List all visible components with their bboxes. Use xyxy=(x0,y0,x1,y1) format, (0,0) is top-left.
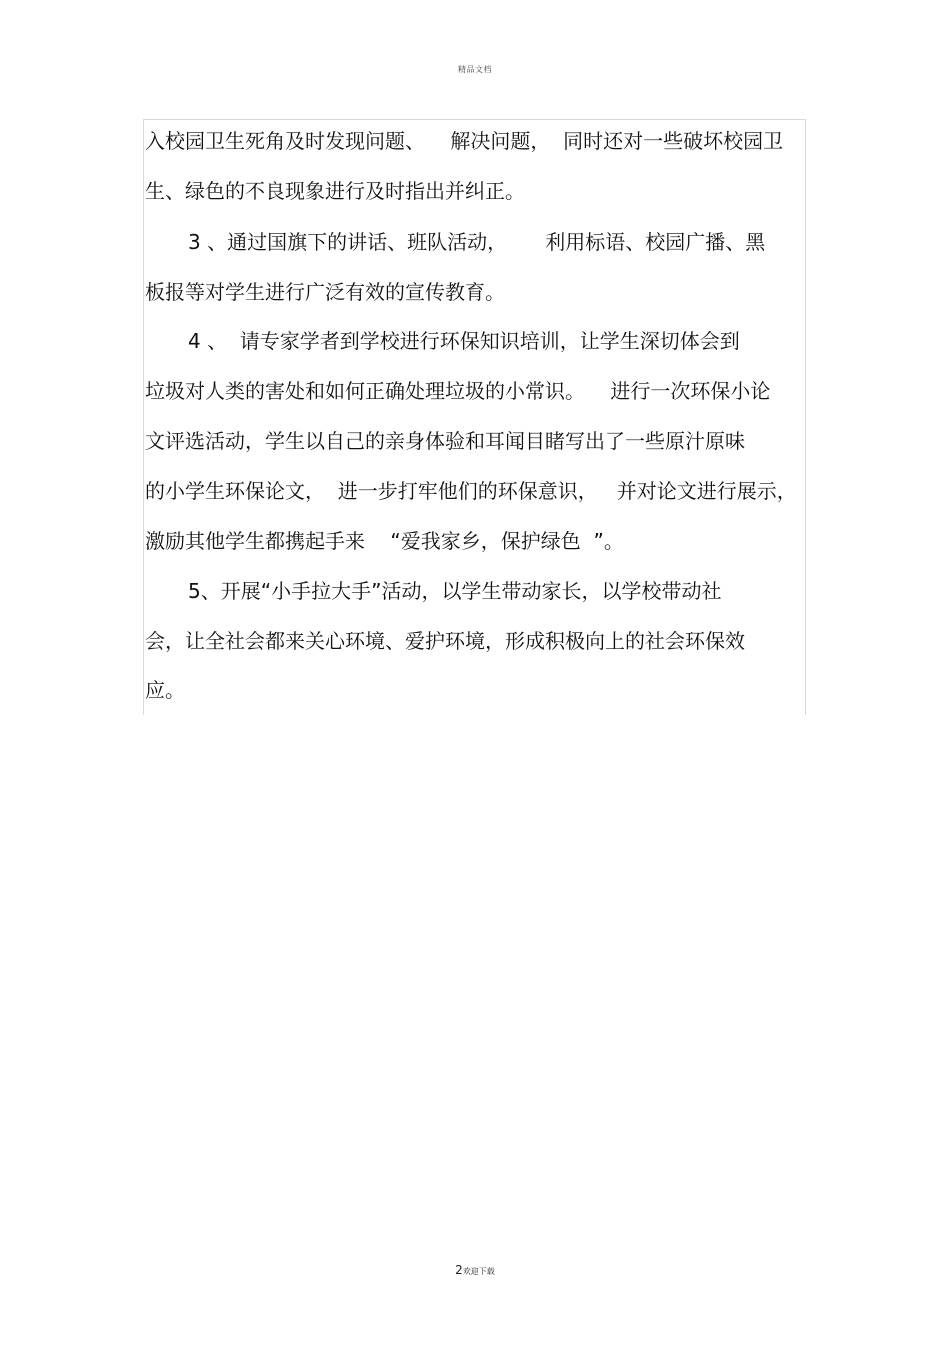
paragraph-line: 的小学生环保论文， 进一步打牢他们的环保意识， 并对论文进行展示， xyxy=(145,479,797,503)
paragraph-line: 入校园卫生死角及时发现问题、 解决问题， 同时还对一些破坏校园卫 xyxy=(145,129,784,153)
paragraph-line: 板报等对学生进行广泛有效的宣传教育。 xyxy=(145,280,505,304)
paragraph-line: 生、绿色的不良现象进行及时指出并纠正。 xyxy=(145,179,525,203)
footer-text: 欢迎下载 xyxy=(462,1267,495,1276)
paragraph-line: 应。 xyxy=(145,678,185,702)
page-number: 2 xyxy=(455,1263,463,1277)
page-header: 精品文档 xyxy=(458,65,492,74)
paragraph-line: 垃圾对人类的害处和如何正确处理垃圾的小常识。 进行一次环保小论 xyxy=(145,379,771,403)
page-footer xyxy=(0,1259,950,1278)
paragraph-line-5-start: 5、开展“小手拉大手”活动，以学生带动家长，以学校带动社 xyxy=(188,579,722,603)
content-frame xyxy=(143,119,806,715)
paragraph-line: 文评选活动，学生以自己的亲身体验和耳闻目睹写出了一些原汁原味 xyxy=(145,429,745,453)
paragraph-line: 会，让全社会都来关心环境、爱护环境，形成积极向上的社会环保效 xyxy=(145,629,745,653)
paragraph-line-4-start: 4 、 请专家学者到学校进行环保知识培训，让学生深切体会到 xyxy=(188,329,740,353)
paragraph-line-3-start: 3 、通过国旗下的讲话、班队活动， 利用标语、校园广播、黑 xyxy=(188,230,766,254)
paragraph-line: 激励其他学生都携起手来 “爱我家乡，保护绿色 ”。 xyxy=(145,529,624,553)
